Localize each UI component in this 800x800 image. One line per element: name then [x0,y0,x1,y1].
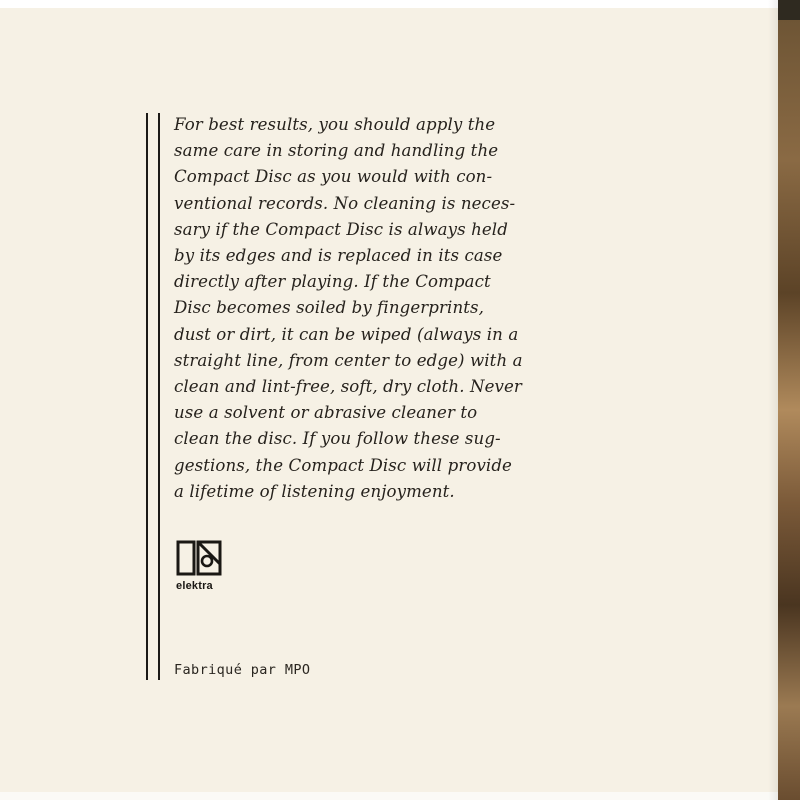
cover-photo-edge [778,20,800,800]
care-line: Disc becomes soiled by fingerprints, [174,298,484,318]
elektra-logo-icon [176,536,224,580]
care-line: same care in storing and handling the [174,141,499,161]
care-line: gestions, the Compact Disc will provide [174,455,512,475]
care-instructions [174,112,564,505]
care-line: For best results, you should apply the [174,115,496,134]
manufacturer-credit: Fabriqué par MPO [174,662,311,678]
care-line: by its edges and is replaced in its case [174,246,503,266]
care-line: ventional records. No cleaning is neces- [174,193,516,213]
care-line: use a solvent or abrasive cleaner to [174,403,478,423]
care-line: clean and lint-free, soft, dry cloth. Never [174,377,522,397]
care-line: clean the disc. If you follow these sug- [174,429,501,449]
care-line: dust or dirt, it can be wiped (always in a [174,324,519,344]
elektra-logo [176,536,224,596]
care-line: sary if the Compact Disc is always held [174,219,508,239]
page-top-edge [0,0,780,8]
page-bottom-edge [0,792,780,800]
photo-strip-top [778,0,800,20]
elektra-wordmark: elektra [176,580,213,592]
care-line: straight line, from center to edge) with a [174,350,523,370]
left-rule-outer [146,113,148,680]
care-line: directly after playing. If the Compact [174,272,491,292]
care-line: a lifetime of listening enjoyment. [174,481,455,501]
left-rule-inner [158,113,160,680]
care-line: Compact Disc as you would with con- [174,167,493,187]
